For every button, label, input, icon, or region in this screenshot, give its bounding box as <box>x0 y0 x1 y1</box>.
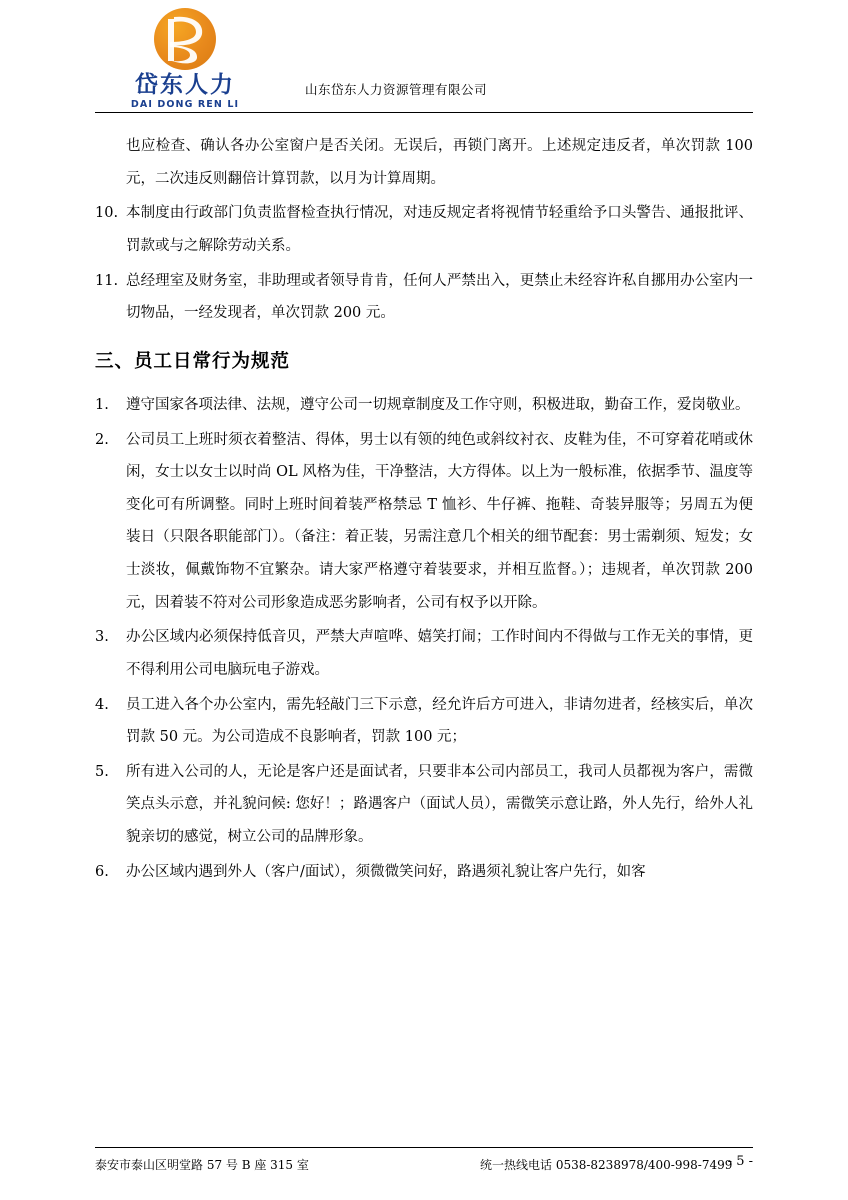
list-item <box>95 424 753 620</box>
list-item <box>95 756 753 854</box>
footer-address: 泰安市泰山区明堂路 57 号 B 座 315 室 <box>95 1158 309 1172</box>
page-footer <box>95 1152 753 1178</box>
list-item-number: 4. <box>95 696 109 713</box>
list-item-text: 办公区域内遇到外人（客户/面试），须微微笑问好，路遇须礼貌让客户先行，如客 <box>126 863 646 880</box>
continued-paragraph: 也应检查、确认各办公室窗户是否关闭。无误后，再锁门离开。上述规定违反者，单次罚款 100 元，二次违反则翻倍计算罚款，以月为计算周期。 <box>126 138 753 187</box>
company-logo <box>95 8 275 110</box>
list-item <box>95 689 753 754</box>
list-item-number: 11. <box>95 272 119 289</box>
list-item <box>95 856 753 889</box>
list-item-number: 1. <box>95 396 109 413</box>
list-item <box>95 389 753 422</box>
footer-divider <box>95 1147 753 1148</box>
logo-text-english: DAI DONG REN LI <box>130 99 240 111</box>
company-name: 山东岱东人力资源管理有限公司 <box>305 82 488 97</box>
list-item-text: 办公区域内必须保持低音贝，严禁大声喧哗、嬉笑打闹；工作时间内不得做与工作无关的事情，更不得利用公司电脑玩电子游戏。 <box>126 629 753 678</box>
list-item-number: 3. <box>95 629 109 646</box>
logo-text-chinese: 岱东人力 <box>135 72 235 98</box>
header-divider <box>95 112 753 113</box>
list-item-number: 10. <box>95 205 119 222</box>
list-item-text: 所有进入公司的人，无论是客户还是面试者，只要非本公司内部员工，我司人员都视为客户，需微笑点头示意，并礼貌问候: 您好！；路遇客户（面试人员），需微笑示意让路，外人先行，给外人礼貌亲切的感觉，树立公司的品牌形象。 <box>126 763 753 846</box>
list-item-text: 公司员工上班时须衣着整洁、得体，男士以有领的纯色或斜纹衬衣、皮鞋为佳，不可穿着花哨或休闲，女士以女士以时尚 OL 风格为佳，干净整洁，大方得体。以上为一般标准，依据季节、温度等变化可有所调整。同时上班时间着装严格禁忌 T 恤衫、牛仔裤、拖鞋、奇装异服等；另周五为便装日（只限各职能部门）。（备注：着正装，另需注意几个相关的细节配套：男士需剃须、短发；女士淡妆，佩戴饰物不宜繁杂。请大家严格遵守着装要求，并相互监督。）；违规者，单次罚款 200 元，因着装不符对公司形象造成恶劣影响者，公司有权予以开除。 <box>126 431 753 611</box>
logo-emblem-icon <box>154 8 216 70</box>
document-body <box>95 112 753 888</box>
list-item-text: 总经理室及财务室，非助理或者领导肯肯，任何人严禁出入，更禁止未经容许私自挪用办公室内一切物品，一经发现者，单次罚款 200 元。 <box>126 272 753 322</box>
list-item <box>95 197 753 262</box>
list-item-text: 员工进入各个办公室内，需先轻敲门三下示意，经允许后方可进入，非请勿进者，经核实后，单次罚款 50 元。为公司造成不良影响者，罚款 100 元； <box>126 696 753 746</box>
list-item-number: 5. <box>95 763 109 780</box>
page-header <box>95 0 753 112</box>
list-item <box>95 265 753 330</box>
list-item-text: 本制度由行政部门负责监督检查执行情况，对违反规定者将视情节轻重给予口头警告、通报批评、罚款或与之解除劳动关系。 <box>126 205 753 254</box>
footer-telephone: 统一热线电话 0538-8238978/400-998-7499 <box>480 1158 733 1172</box>
list-item-number: 2. <box>95 431 109 448</box>
list-item <box>95 621 753 686</box>
list-item-text: 遵守国家各项法律、法规，遵守公司一切规章制度及工作守则，积极进取，勤奋工作，爱岗敬业。 <box>126 396 750 413</box>
page-number: - 5 - <box>727 1154 753 1169</box>
list-item-number: 6. <box>95 863 109 880</box>
section-heading: 三、员工日常行为规范 <box>95 350 291 372</box>
